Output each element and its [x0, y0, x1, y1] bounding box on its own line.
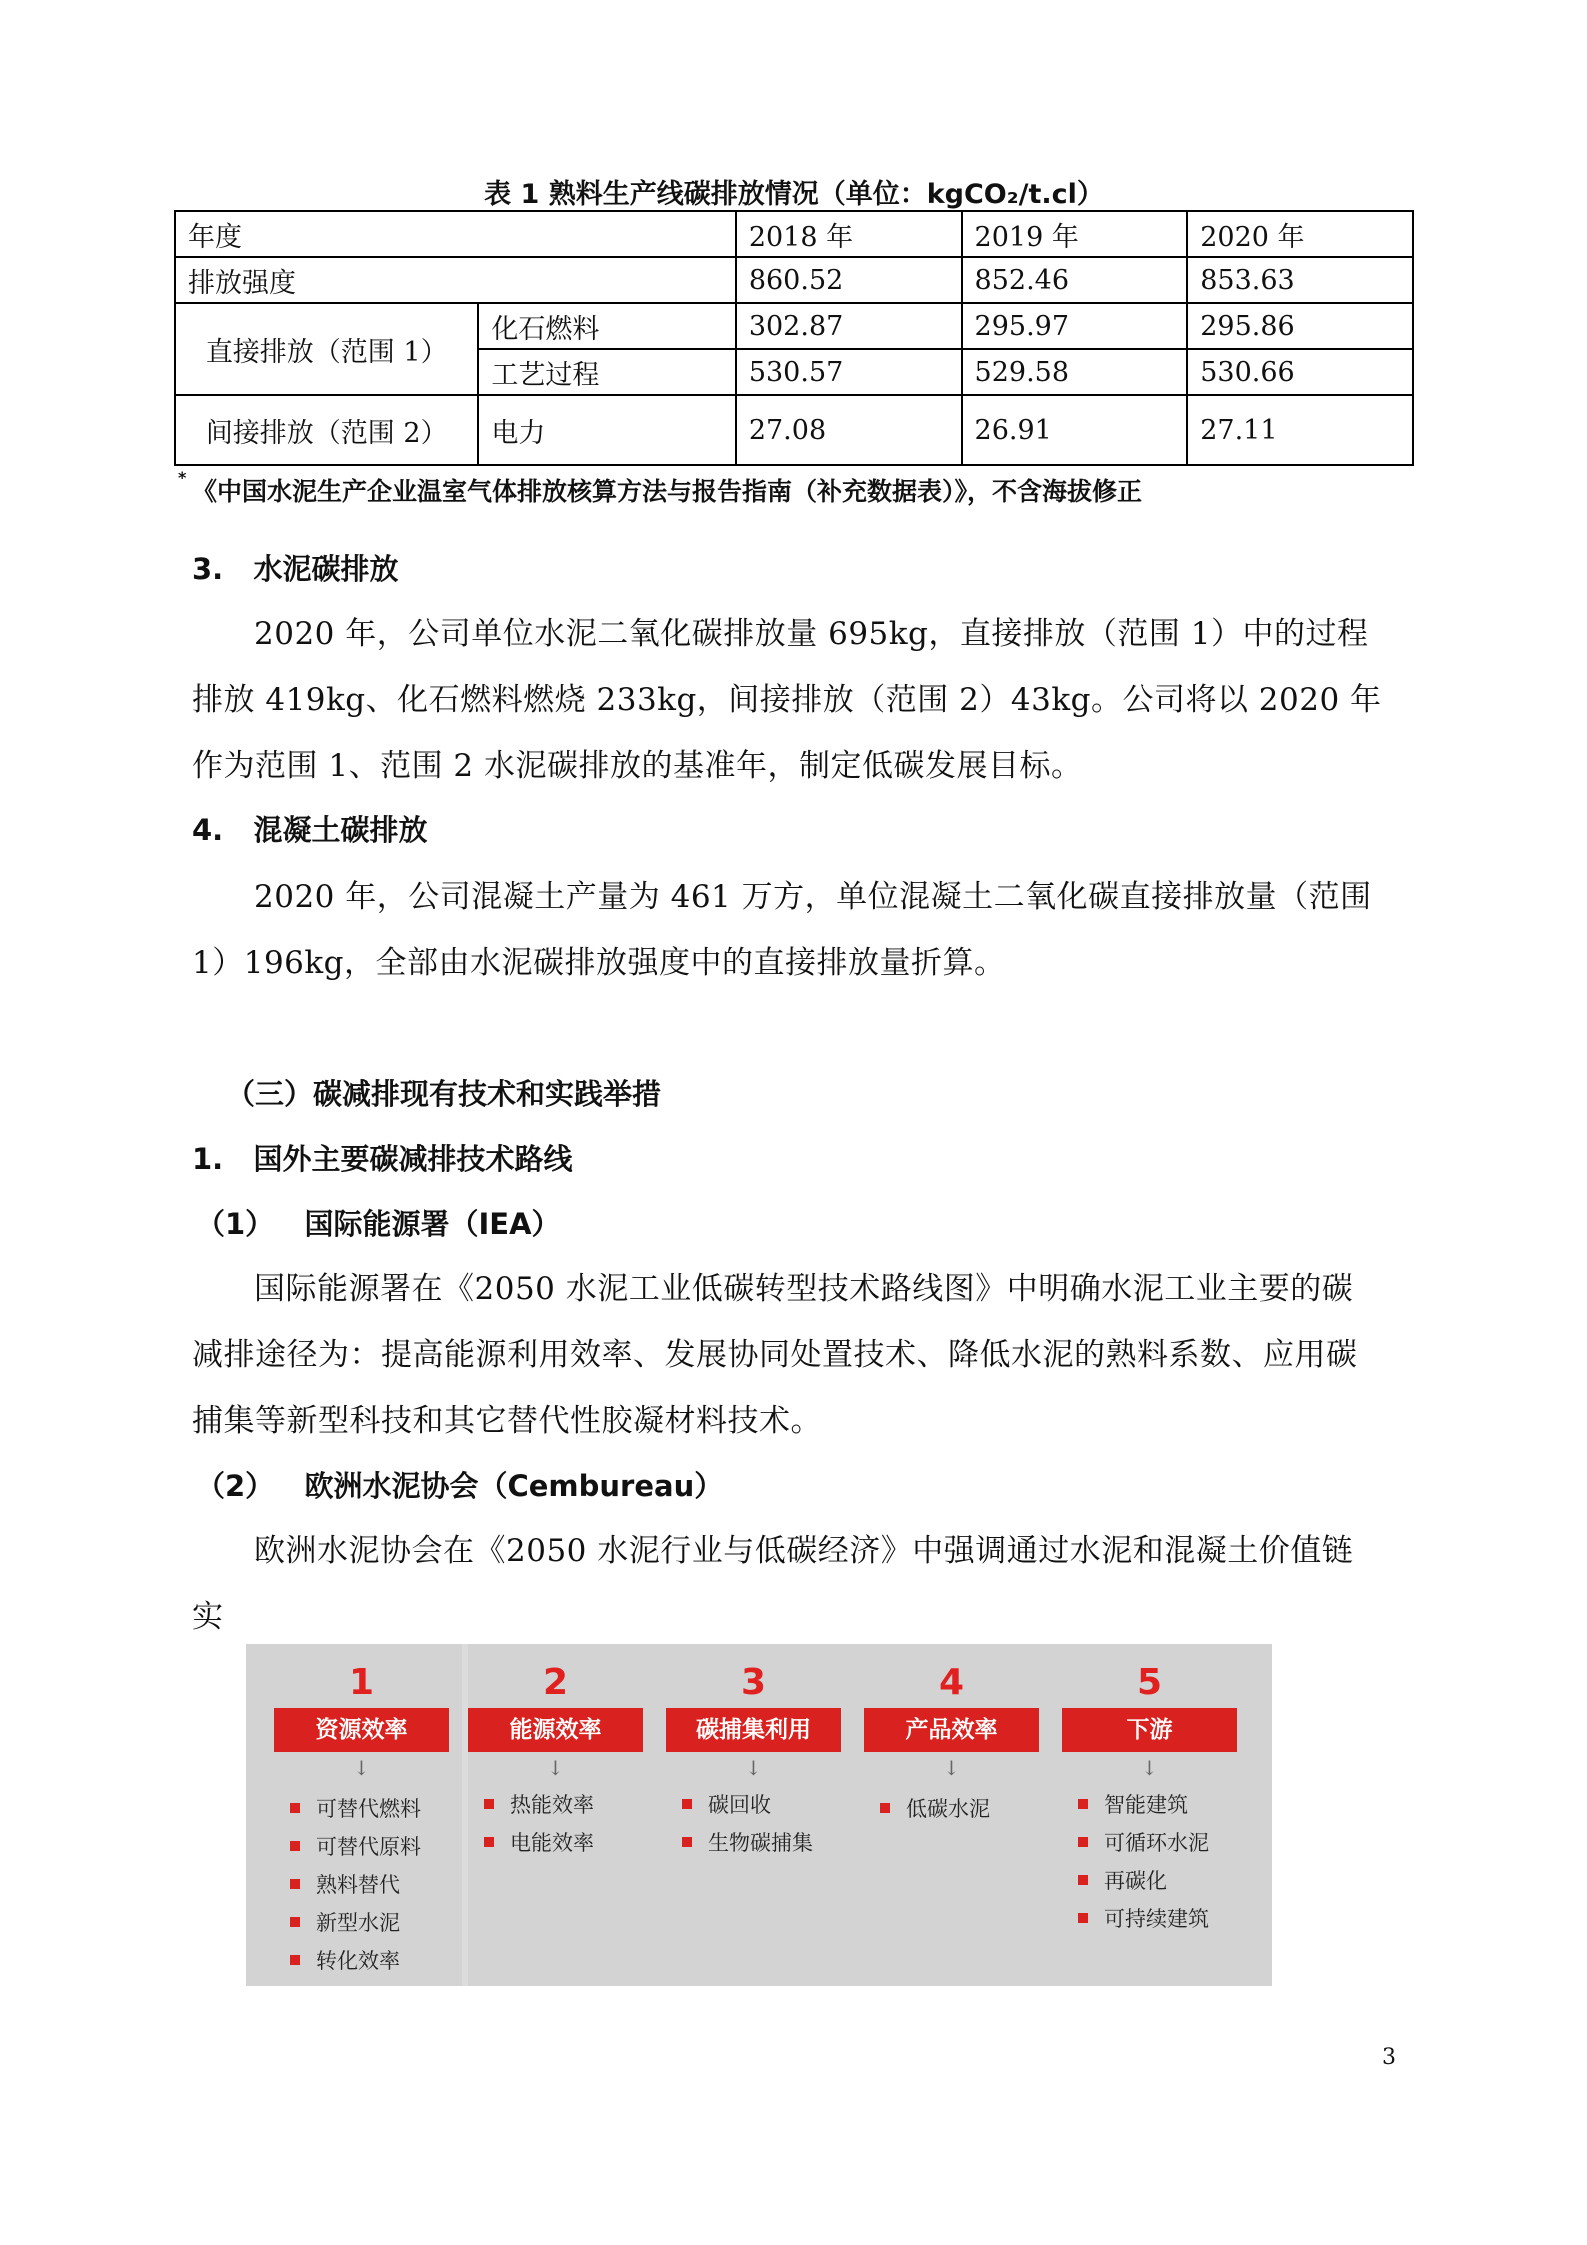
list-item: 可循环水泥 — [1078, 1824, 1209, 1862]
column-title: 产品效率 — [864, 1708, 1039, 1752]
bullet-square-icon — [290, 1879, 300, 1889]
cell-value: 530.66 — [1187, 349, 1413, 395]
down-arrow-icon: ↓ — [943, 1756, 960, 1780]
bullet-square-icon — [1078, 1913, 1088, 1923]
row-label: 化石燃料 — [478, 303, 735, 349]
down-arrow-icon: ↓ — [353, 1756, 370, 1780]
column-list — [1078, 1786, 1209, 1938]
diagram-column-1 — [274, 1662, 449, 1973]
table-footnote — [178, 468, 1143, 508]
header-year: 年度 — [175, 211, 736, 257]
list-item: 可替代原料 — [290, 1828, 421, 1866]
emissions-table — [174, 210, 1414, 466]
cell-value: 853.63 — [1187, 257, 1413, 303]
column-number: 3 — [740, 1662, 767, 1703]
list-item: 智能建筑 — [1078, 1786, 1209, 1824]
row-group-scope2: 间接排放（范围 2） — [175, 395, 478, 465]
section-3-text: 2020 年，公司单位水泥二氧化碳排放量 695kg，直接排放（范围 1）中的过程排放 419kg、化石燃料燃烧 233kg，间接排放（范围 2）43kg。公司将以 2020 年作为范围 1、范围 2 水泥碳排放的基准年，制定低碳发展目标。 — [192, 616, 1382, 784]
table-caption: 表 1 熟料生产线碳排放情况（单位：kgCO₂/t.cl） — [484, 179, 1104, 210]
header-2019: 2019 年 — [962, 211, 1188, 257]
list-item: 新型水泥 — [290, 1904, 421, 1942]
footnote-mark: * — [178, 468, 187, 487]
list-item: 热能效率 — [484, 1786, 594, 1824]
down-arrow-icon: ↓ — [745, 1756, 762, 1780]
list-item: 碳回收 — [682, 1786, 813, 1824]
cell-value: 26.91 — [962, 395, 1188, 465]
bullet-square-icon — [682, 1837, 692, 1847]
bullet-square-icon — [1078, 1799, 1088, 1809]
diagram-column-3 — [666, 1662, 841, 1970]
table-row-intensity — [175, 257, 1413, 303]
column-title: 资源效率 — [274, 1708, 449, 1752]
subsection-2-title: （2） 欧洲水泥协会（Cembureau） — [196, 1469, 724, 1503]
bullet-square-icon — [484, 1799, 494, 1809]
column-list — [484, 1786, 594, 1862]
bullet-square-icon — [484, 1837, 494, 1847]
row-label: 工艺过程 — [478, 349, 735, 395]
bullet-square-icon — [290, 1841, 300, 1851]
list-item: 再碳化 — [1078, 1862, 1209, 1900]
list-item: 电能效率 — [484, 1824, 594, 1862]
cell-value: 27.08 — [736, 395, 962, 465]
cell-value: 529.58 — [962, 349, 1188, 395]
cell-value: 27.11 — [1187, 395, 1413, 465]
table-row-fossil — [175, 303, 1413, 349]
footnote-text: 《中国水泥生产企业温室气体排放核算方法与报告指南（补充数据表）》，不含海拔修正 — [192, 477, 1143, 506]
column-title: 能源效率 — [468, 1708, 643, 1752]
column-title: 碳捕集利用 — [666, 1708, 841, 1752]
column-list — [290, 1790, 421, 1980]
down-arrow-icon: ↓ — [547, 1756, 564, 1780]
list-item: 转化效率 — [290, 1942, 421, 1980]
list-item: 生物碳捕集 — [682, 1824, 813, 1862]
cell-value: 860.52 — [736, 257, 962, 303]
section-4-title: 4. 混凝土碳排放 — [192, 813, 428, 847]
bullet-square-icon — [290, 1803, 300, 1813]
cell-value: 302.87 — [736, 303, 962, 349]
diagram-column-4 — [864, 1662, 1039, 1970]
row-label: 电力 — [478, 395, 735, 465]
column-number: 2 — [542, 1662, 569, 1703]
value-chain-diagram — [246, 1644, 1272, 1986]
header-2018: 2018 年 — [736, 211, 962, 257]
part-3-title: （三）碳减排现有技术和实践举措 — [226, 1077, 662, 1111]
subsection-1-title: （1） 国际能源署（IEA） — [196, 1207, 561, 1241]
subsection-2-text: 欧洲水泥协会在《2050 水泥行业与低碳经济》中强调通过水泥和混凝土价值链实 — [192, 1533, 1354, 1635]
subsection-1-text: 国际能源署在《2050 水泥工业低碳转型技术路线图》中明确水泥工业主要的碳减排途径为：提高能源利用效率、发展协同处置技术、降低水泥的熟料系数、应用碳捕集等新型科技和其它替代性胶凝材料技术。 — [192, 1271, 1358, 1439]
section-3-title: 3. 水泥碳排放 — [192, 552, 399, 586]
header-2020: 2020 年 — [1187, 211, 1413, 257]
diagram-column-5 — [1062, 1662, 1237, 1970]
list-item: 可持续建筑 — [1078, 1900, 1209, 1938]
column-number: 1 — [348, 1662, 375, 1703]
list-item: 低碳水泥 — [880, 1790, 990, 1828]
down-arrow-icon: ↓ — [1141, 1756, 1158, 1780]
section-1-title: 1. 国外主要碳减排技术路线 — [192, 1142, 573, 1176]
column-title: 下游 — [1062, 1708, 1237, 1752]
bullet-square-icon — [880, 1803, 890, 1813]
cell-value: 295.86 — [1187, 303, 1413, 349]
cell-value: 852.46 — [962, 257, 1188, 303]
cell-value: 295.97 — [962, 303, 1188, 349]
bullet-square-icon — [1078, 1875, 1088, 1885]
table-header-row — [175, 211, 1413, 257]
bullet-square-icon — [290, 1917, 300, 1927]
diagram-column-2 — [468, 1662, 643, 1970]
column-number: 5 — [1136, 1662, 1163, 1703]
row-label: 排放强度 — [175, 257, 736, 303]
list-item: 可替代燃料 — [290, 1790, 421, 1828]
cell-value: 530.57 — [736, 349, 962, 395]
bullet-square-icon — [682, 1799, 692, 1809]
row-group-scope1: 直接排放（范围 1） — [175, 303, 478, 395]
table-row-power — [175, 395, 1413, 465]
section-4-text: 2020 年，公司混凝土产量为 461 万方，单位混凝土二氧化碳直接排放量（范围 1）196kg，全部由水泥碳排放强度中的直接排放量折算。 — [192, 879, 1372, 981]
column-number: 4 — [938, 1662, 965, 1703]
column-list — [880, 1790, 990, 1828]
list-item: 熟料替代 — [290, 1866, 421, 1904]
bullet-square-icon — [290, 1955, 300, 1965]
page-number: 3 — [1382, 2045, 1396, 2070]
column-list — [682, 1786, 813, 1862]
bullet-square-icon — [1078, 1837, 1088, 1847]
